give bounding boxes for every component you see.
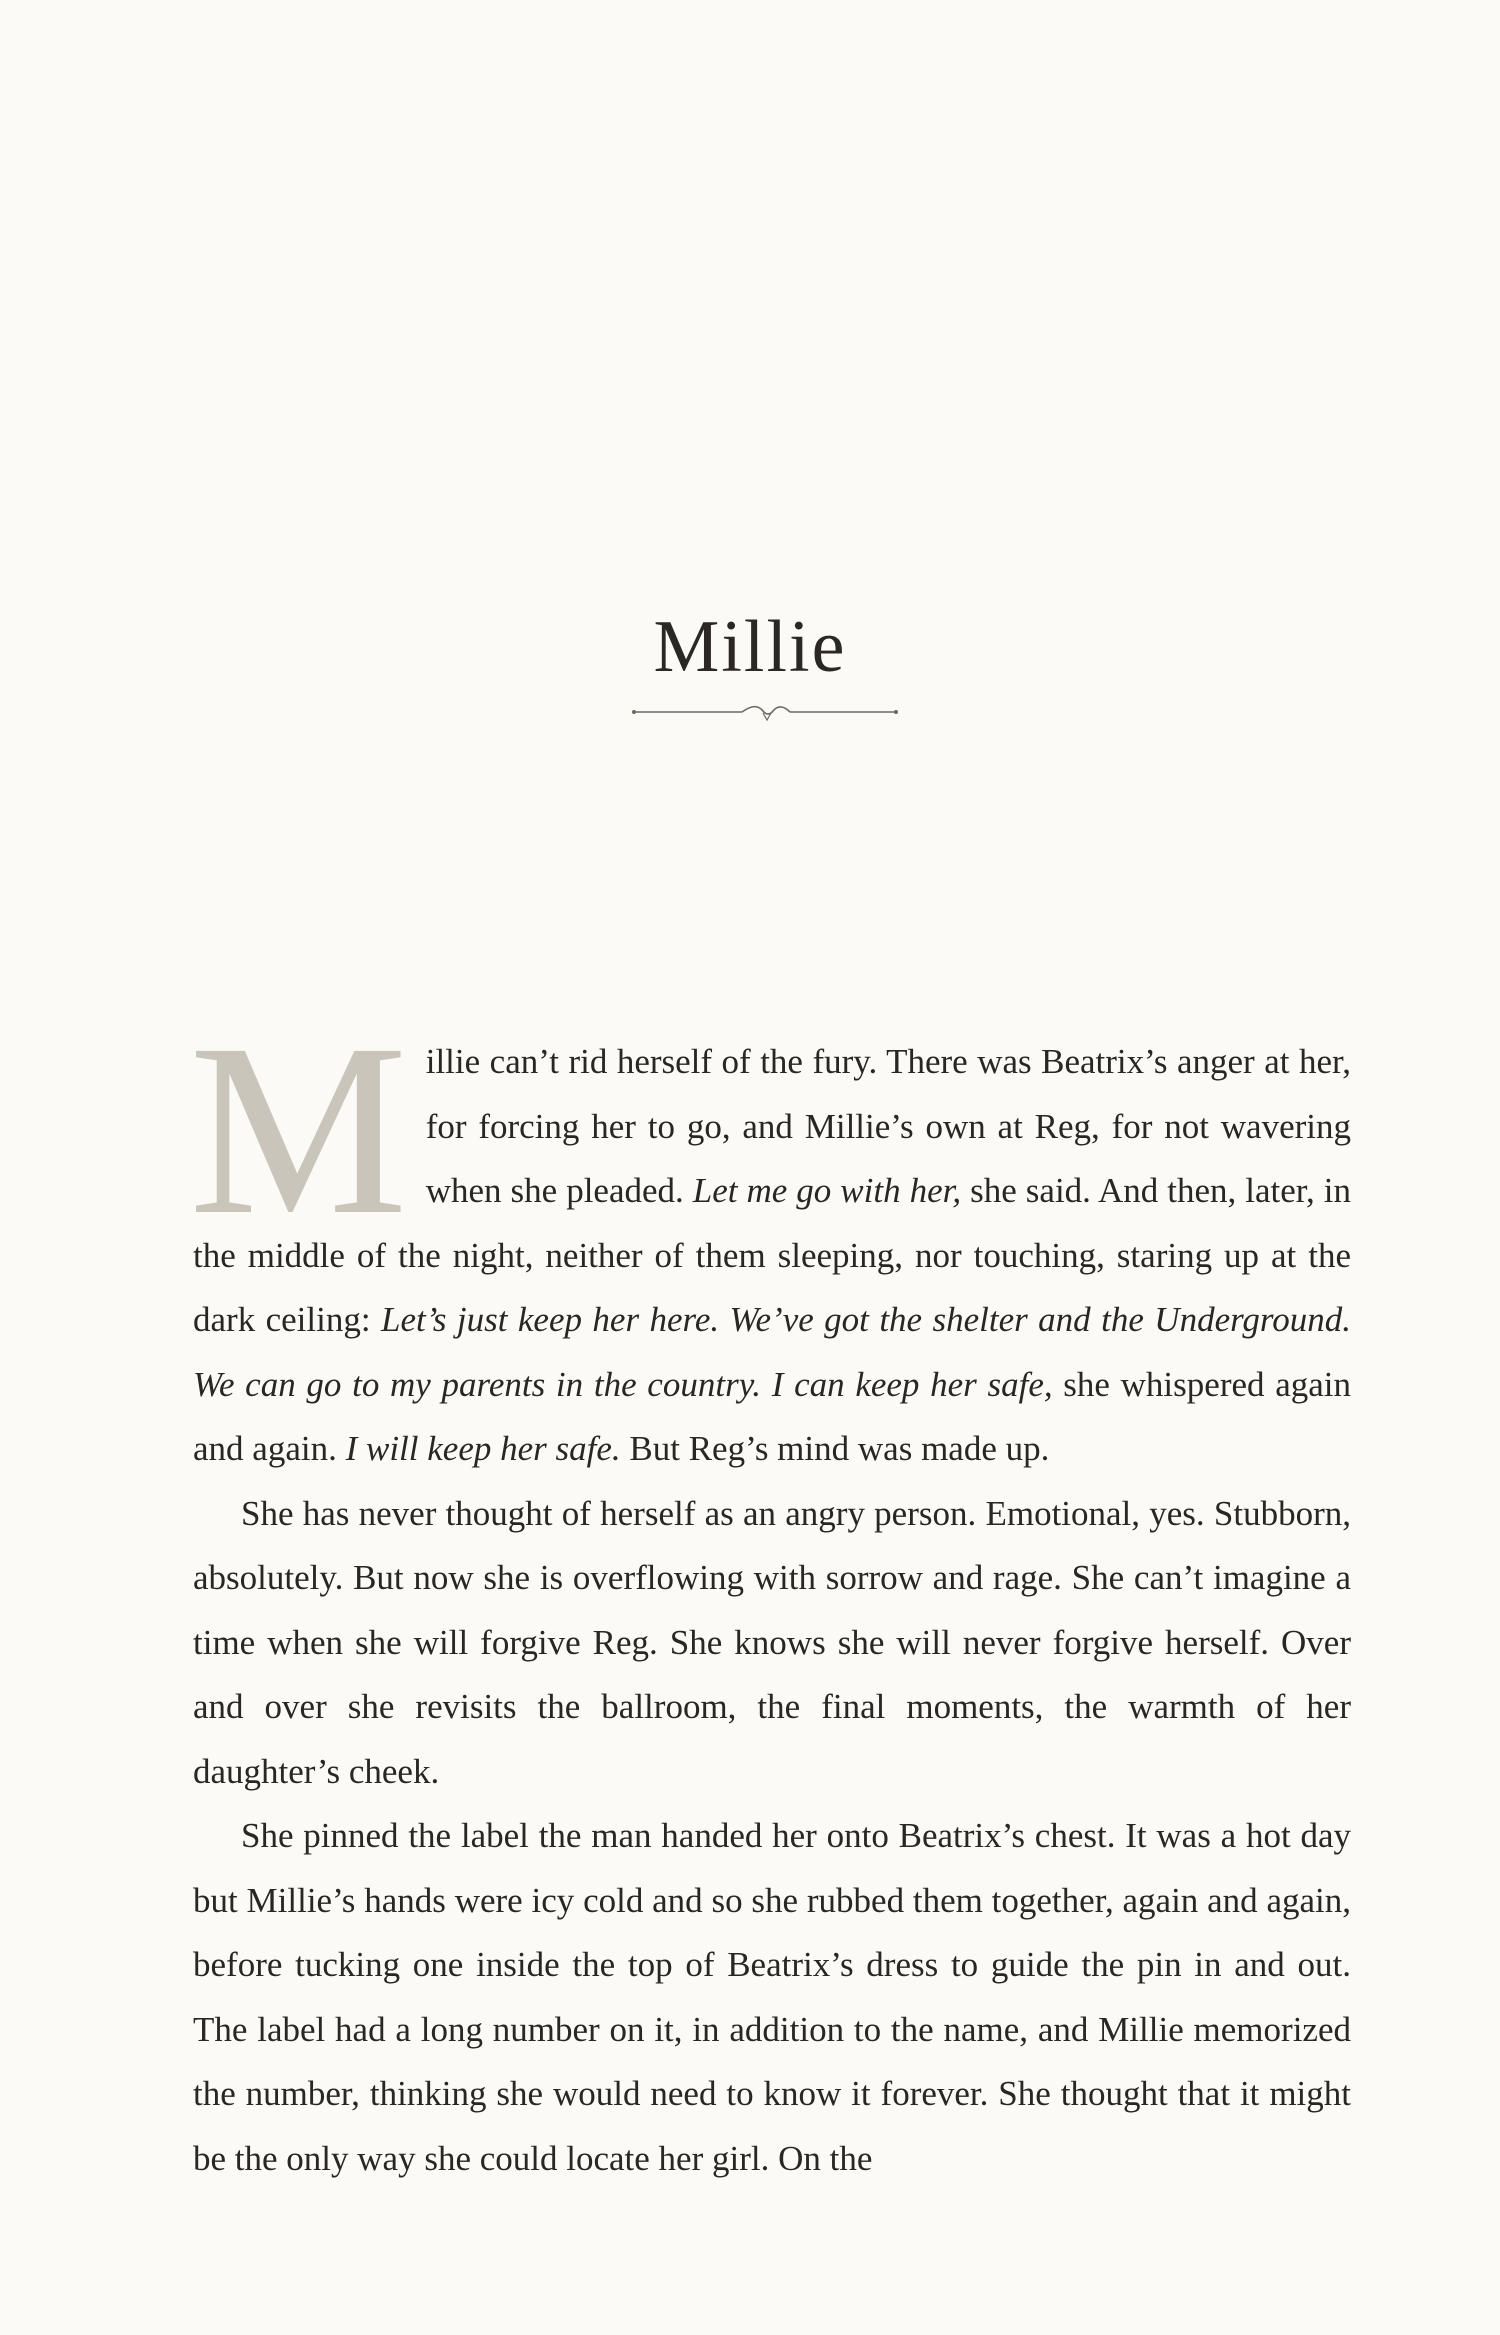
p1-text-g: But Reg’s mind was made up. xyxy=(620,1429,1050,1468)
p1-italic-d: Let’s just keep her here. We’ve got the shelter and the Underground. We can go to my parents in the country. I can keep her safe, xyxy=(193,1300,1351,1404)
paragraph-3: She pinned the label the man handed her onto Beatrix’s chest. It was a hot day but Millie’s hands were icy cold and so she rubbed them together, again and again, before tucking one inside the top of Beatrix’s dress to guide the pin in and out. The label had a long number on it, in addition to the name, and Millie memorized the number, thinking she would need to know it forever. She thought that it might be the only way she could locate her girl. On the xyxy=(193,1816,1351,2178)
p1-italic-f: I will keep her safe. xyxy=(345,1429,621,1468)
chapter-title: Millie xyxy=(653,605,847,688)
p1-text-c: she said. And then, later, in the middle of the night, neither of them sleeping, nor touching, staring up at the dark ceiling: xyxy=(193,1171,1352,1339)
paragraph-2: She has never thought of herself as an angry person. Emotional, yes. Stubborn, absolutely. But now she is overflowing with sorrow and rage. She can’t imagine a time when she will forgive Reg. She knows she will never forgive herself. Over and over she revisits the ballroom, the final moments, the warmth of her daughter’s cheek. xyxy=(193,1493,1351,1791)
p1-text-a: illie can’t rid herself of the fury. There was Beatrix’s anger at her, for forcing her to go, and Millie’s own at Reg, for not wavering when she pleaded. xyxy=(425,1042,1351,1210)
p1-text-e: she whispered again and again. xyxy=(193,1364,1351,1468)
flourish-ornament-icon xyxy=(630,700,900,724)
p1-italic-b: Let me go with her, xyxy=(692,1171,962,1210)
drop-cap: M xyxy=(189,994,408,1266)
chapter-body xyxy=(189,994,1352,2191)
